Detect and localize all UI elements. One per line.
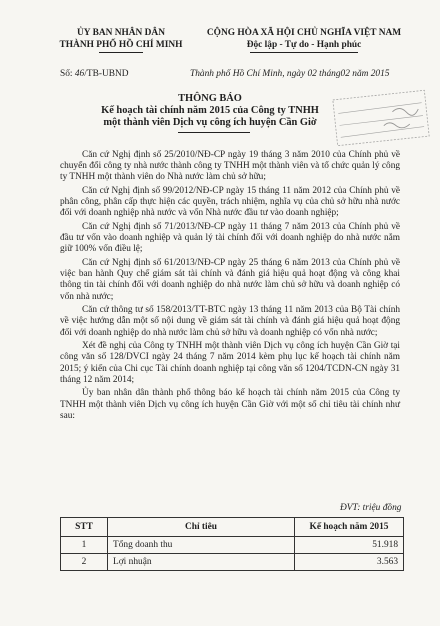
- paragraph: Xét đề nghị của Công ty TNHH một thành viên Dịch vụ công ích huyện Cần Giờ tại công văn số 128/DVCI ngày 24 tháng 7 năm 2014 kèm phụ lục kế hoạch tài chính năm 2015; ý kiến của Chi cục Tài chính doanh nghiệp tại công văn số 1204/TCDN-CN ngày 31 tháng 12 năm 2014;: [60, 341, 400, 385]
- row-stt: 2: [61, 554, 108, 571]
- doc-number-prefix: Số:: [60, 69, 73, 79]
- paragraph: Căn cứ thông tư số 158/2013/TT-BTC ngày 13 tháng 11 năm 2013 của Bộ Tài chính về việc hướng dẫn một số nội dung về giám sát tài chính và đánh giá hiệu quả hoạt động đối với doanh nghiệp do nhà nước làm chủ sở hữu và doanh nghiệp có vốn nhà nước;: [60, 305, 400, 338]
- country-name: CỘNG HÒA XÃ HỘI CHỦ NGHĨA VIỆT NAM: [206, 28, 402, 38]
- paragraph: Ủy ban nhân dân thành phố thông báo kế hoạch tài chính năm 2015 của Công ty TNHH một thành viên Dịch vụ công ích huyện Cần Giờ với một số chỉ tiêu tài chính như sau:: [60, 388, 400, 421]
- row-value: 51.918: [295, 537, 404, 554]
- row-item: Tổng doanh thu: [108, 537, 295, 554]
- motto-underline: [250, 52, 358, 53]
- issuer-line1: ỦY BAN NHÂN DÂN: [77, 28, 165, 38]
- column-header-stt: STT: [61, 518, 108, 537]
- notice-title: [40, 93, 380, 129]
- row-value: 3.563: [295, 554, 404, 571]
- notice-body: [60, 150, 400, 424]
- date-month-label: tháng: [319, 69, 341, 79]
- paragraph: Căn cứ Nghị định số 25/2010/NĐ-CP ngày 19 tháng 3 năm 2010 của Chính phủ về chuyển đổi công ty nhà nước thành công ty TNHH một thành viên và tổ chức quản lý công ty TNHH một thành viên do Nhà nước làm chủ sở hữu;: [60, 150, 400, 183]
- issuer-line2: THÀNH PHỐ HỒ CHÍ MINH: [59, 39, 183, 50]
- date-month: 02: [340, 69, 350, 79]
- date-prefix: Thành phố Hồ Chí Minh, ngày: [190, 69, 306, 79]
- national-motto-block: [188, 28, 420, 53]
- doc-number-value: 46: [74, 69, 85, 79]
- financial-plan-table: [60, 517, 404, 571]
- date-day: 02: [307, 69, 317, 79]
- paragraph: Căn cứ Nghị định số 61/2013/NĐ-CP ngày 25 tháng 6 năm 2013 của Chính phủ về việc ban hành Quy chế giám sát tài chính và đánh giá hiệu quả hoạt động và công khai thông tin tài chính đối với doanh nghiệp do nhà nước làm chủ sở hữu và doanh nghiệp có vốn nhà nước;: [60, 258, 400, 302]
- document-number: [60, 69, 129, 79]
- paragraph: Căn cứ Nghị định số 99/2012/NĐ-CP ngày 15 tháng 11 năm 2012 của Chính phủ về phân công, phân cấp thực hiện các quyền, trách nhiệm, nghĩa vụ của chủ sở hữu nhà nước đối với doanh nghiệp nhà nước và vốn Nhà nước đầu tư vào doanh nghiệp;: [60, 186, 400, 219]
- table-row: [61, 554, 404, 571]
- row-item: Lợi nhuận: [108, 554, 295, 571]
- table-header-row: [61, 518, 404, 537]
- issuer-block: [36, 28, 206, 53]
- title-line3: một thành viên Dịch vụ công ích huyện Cần Giờ: [103, 117, 317, 128]
- issue-date: [190, 69, 390, 79]
- title-line1: THÔNG BÁO: [178, 93, 242, 104]
- date-year: năm 2015: [352, 69, 390, 79]
- title-line2: Kế hoạch tài chính năm 2015 của Công ty TNHH: [101, 105, 319, 116]
- row-stt: 1: [61, 537, 108, 554]
- doc-number-suffix: /TB-UBND: [84, 69, 129, 79]
- column-header-item: Chỉ tiêu: [108, 518, 295, 537]
- title-underline: [178, 132, 250, 133]
- motto: Độc lập - Tự do - Hạnh phúc: [246, 39, 362, 50]
- paragraph: Căn cứ Nghị định số 71/2013/NĐ-CP ngày 11 tháng 7 năm 2013 của Chính phủ về đầu tư vốn vào doanh nghiệp và quản lý tài chính đối với doanh nghiệp do nhà nước nắm giữ 100% vốn điều lệ;: [60, 222, 400, 255]
- issuer-underline: [99, 52, 143, 53]
- table-row: [61, 537, 404, 554]
- column-header-plan: Kế hoạch năm 2015: [295, 518, 404, 537]
- unit-note: ĐVT: triệu đồng: [340, 503, 402, 513]
